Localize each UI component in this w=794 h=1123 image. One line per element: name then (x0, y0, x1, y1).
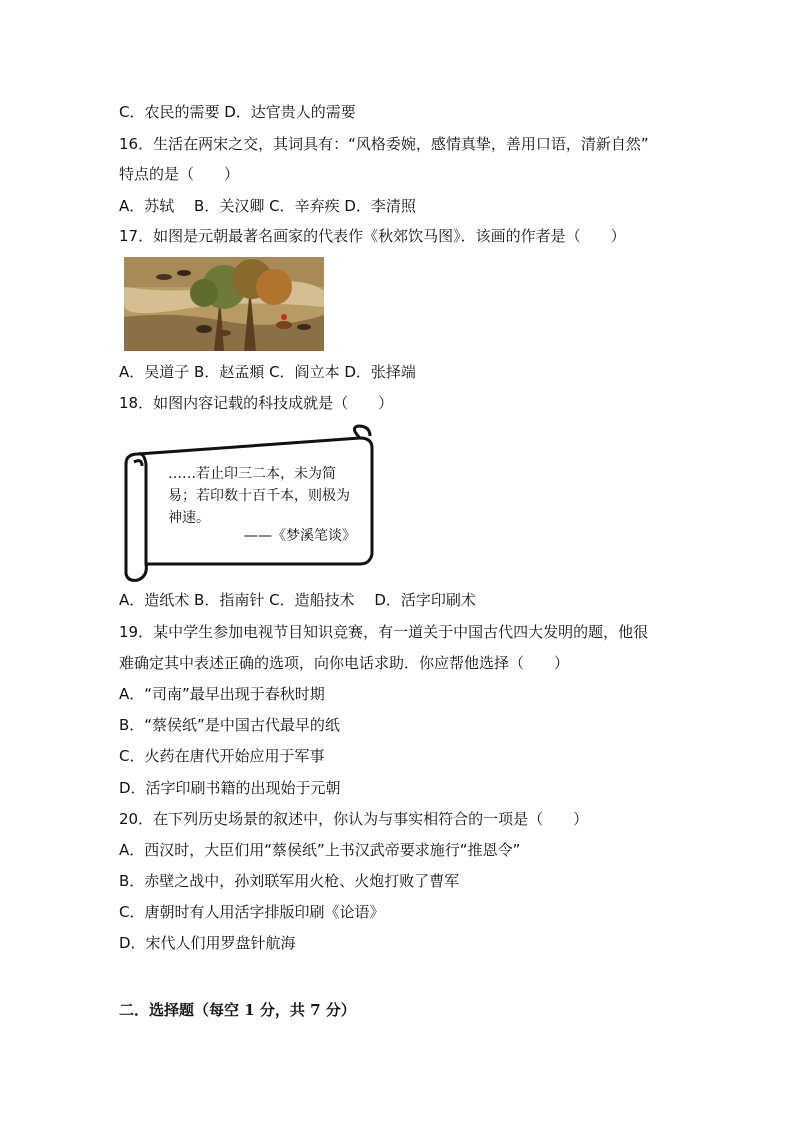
question-text: C．农民的需要 D．达官贵人的需要 (119, 103, 356, 121)
autumn-horses-painting (124, 257, 324, 351)
question-text: 19．某中学生参加电视节目知识竞赛，有一道关于中国古代四大发明的题，他很 (119, 623, 649, 641)
question-text: 17．如图是元朝最著名画家的代表作《秋郊饮马图》．该画的作者是（ ） (119, 227, 626, 245)
question-text: A．造纸术 B．指南针 C．造船技术 D．活字印刷术 (119, 591, 476, 609)
question-text: A．吴道子 B．赵孟頫 C．阎立本 D．张择端 (119, 363, 416, 381)
scroll-line: ……若止印三二本，未为简 (168, 466, 336, 482)
scroll-line: 神速。 (168, 510, 210, 526)
scroll-line: 易；若印数十百千本，则极为 (168, 488, 350, 504)
question-text: A．苏轼 B．关汉卿 C．辛弃疾 D．李清照 (119, 197, 416, 215)
question-text: C．火药在唐代开始应用于军事 (119, 747, 325, 765)
question-text: 18．如图内容记载的科技成就是（ ） (119, 394, 394, 412)
question-text: D．宋代人们用罗盘针航海 (119, 934, 296, 952)
question-text: 特点的是（ ） (119, 165, 240, 183)
question-text: D．活字印刷书籍的出现始于元朝 (119, 779, 341, 797)
scroll-quote-figure (120, 424, 376, 588)
question-text: A．“司南”最早出现于春秋时期 (119, 685, 325, 703)
scroll-source: ——《梦溪笔谈》 (244, 528, 356, 544)
question-text: 16．生活在两宋之交，其词具有：“风格委婉，感情真挚，善用口语，清新自然” (119, 135, 649, 153)
question-text: B．“蔡侯纸”是中国古代最早的纸 (119, 716, 340, 734)
question-text: B．赤壁之战中，孙刘联军用火枪、火炮打败了曹军 (119, 872, 460, 890)
question-text: C．唐朝时有人用活字排版印刷《论语》 (119, 903, 385, 921)
question-text: 20．在下列历史场景的叙述中，你认为与事实相符合的一项是（ ） (119, 810, 589, 828)
question-text: A．西汉时，大臣们用“蔡侯纸”上书汉武帝要求施行“推恩令” (119, 841, 521, 859)
question-text: 难确定其中表述正确的选项，向你电话求助．你应帮他选择（ ） (119, 654, 570, 672)
section-title: 二．选择题（每空 1 分，共 7 分） (119, 1001, 356, 1019)
